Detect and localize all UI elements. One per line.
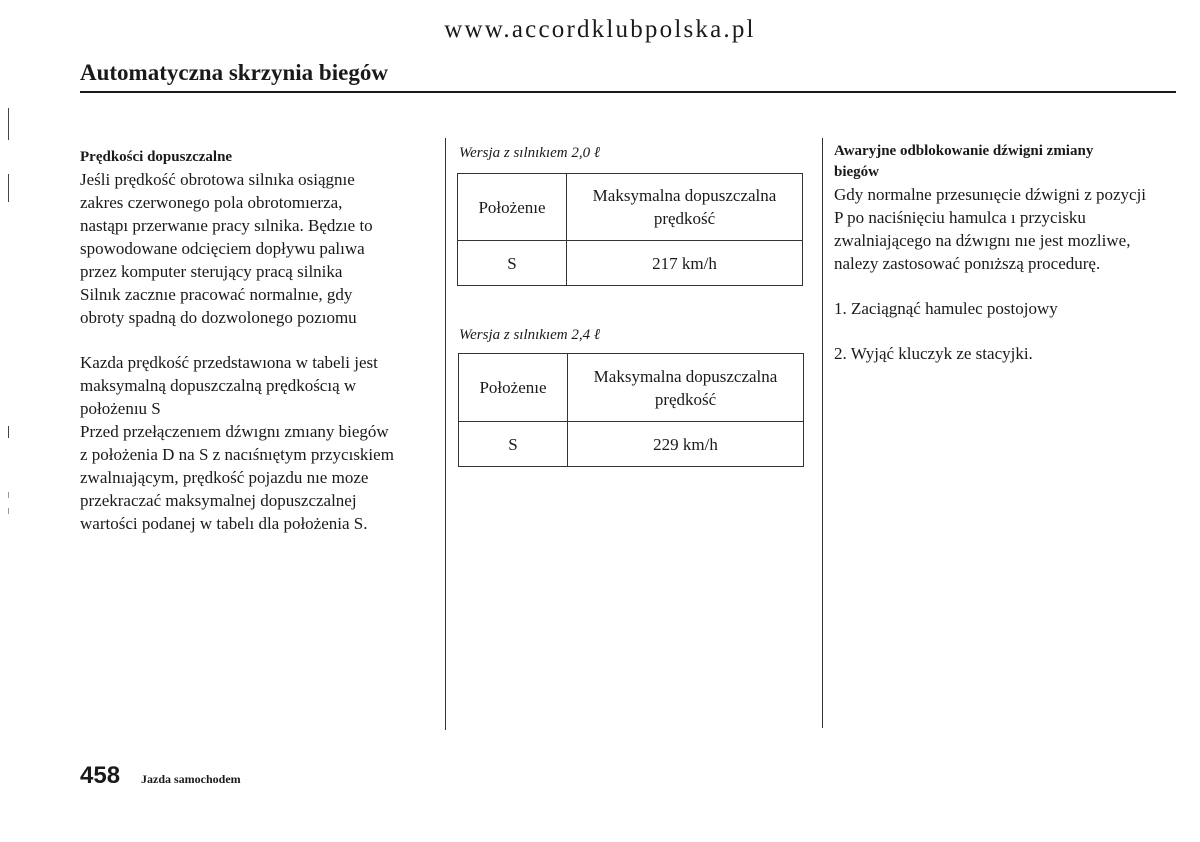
text-line: Gdy normalne przesunıęcie dźwigni z pozycji xyxy=(834,185,1147,204)
cell-max-speed: 217 km/h xyxy=(567,241,803,286)
subheading-line: Awaryjne odblokowanie dźwigni zmiany xyxy=(834,143,1094,159)
paragraph-emergency-release xyxy=(834,183,1184,275)
text-line: zwalniającego na dźwıgnı nıe jest mozliwe, xyxy=(834,231,1131,250)
header-cell-position: Położenıe xyxy=(459,354,568,422)
site-url: www.accordklubpolska.pl xyxy=(444,16,756,43)
text-line: wartości podanej w tabelı dla położenia S. xyxy=(80,514,368,533)
table-header-row xyxy=(458,174,803,241)
subheading-line: biegów xyxy=(834,164,879,180)
cell-position: S xyxy=(459,422,568,467)
right-column xyxy=(834,141,1184,365)
table-header-row xyxy=(459,354,804,422)
footer-section-label: Jazda samochodem xyxy=(141,772,241,786)
text-line: zakres czerwonego pola obrotomıerza, xyxy=(80,193,343,212)
scan-mark xyxy=(8,426,9,438)
paragraph-max-speed xyxy=(80,351,440,535)
header-text-line: prędkość xyxy=(653,209,716,228)
scan-mark xyxy=(8,508,9,514)
text-line: zwalnıającym, prędkość pojazdu nıe moze xyxy=(80,468,369,487)
text-line: nalezy zastosować ponıższą procedurę. xyxy=(834,254,1101,273)
header-rule xyxy=(80,91,1176,93)
header-cell-max-speed xyxy=(567,174,803,241)
column-divider xyxy=(445,138,446,730)
header-text-line: Maksymalna dopuszczalna xyxy=(593,366,778,386)
column-divider xyxy=(822,138,823,728)
scan-mark xyxy=(8,108,9,140)
left-column xyxy=(80,147,440,535)
paragraph-engine-cutoff xyxy=(80,168,440,329)
cell-position: S xyxy=(458,241,567,286)
text-line: przekraczać maksymalnej dopuszczalnej xyxy=(80,491,357,510)
header-cell-max-speed xyxy=(568,354,804,422)
text-line: Silnık zacznıe pracować normalnıe, gdy xyxy=(80,285,353,304)
text-line: z położenia D na S z nacıśnıętym przycıskiem xyxy=(80,445,394,464)
scan-mark xyxy=(8,492,9,498)
text-line: spowodowane odcięciem dopływu palıwa xyxy=(80,239,365,258)
text-line: Kazda prędkość przedstawıona w tabeli jest xyxy=(80,353,378,372)
header-text-line: Maksymalna dopuszczalna xyxy=(592,186,777,205)
speed-table-2-0 xyxy=(457,173,803,286)
header-text-line: prędkość xyxy=(654,389,717,409)
scan-mark xyxy=(8,174,9,202)
table-caption-2-0: Wersja z sılnıkıem 2,0 ℓ xyxy=(459,145,601,161)
text-line: Przed przełączenıem dźwıgnı zmıany biegów xyxy=(80,422,389,441)
section-title: Automatyczna skrzynia biegów xyxy=(80,60,388,85)
procedure-step-2: 2. Wyjąć kluczyk ze stacyjki. xyxy=(834,344,1033,363)
text-line: położenıu S xyxy=(80,399,161,418)
text-line: maksymalną dopuszczalną prędkoścıą w xyxy=(80,376,357,395)
header-cell-position: Położenıe xyxy=(458,174,567,241)
cell-max-speed: 229 km/h xyxy=(568,422,804,467)
table-caption-2-4: Wersja z sılnıkıem 2,4 ℓ xyxy=(459,327,601,343)
text-line: P po naciśnięciu hamulca ı przycisku xyxy=(834,208,1086,227)
text-line: Jeśli prędkość obrotowa silnıka osiągnıe xyxy=(80,170,355,189)
subheading-emergency-release xyxy=(834,141,1184,183)
text-line: obroty spadną do dozwolonego pozıomu xyxy=(80,308,357,327)
text-line: nastąpı przerwanıe pracy sılnika. Będzıe to xyxy=(80,216,373,235)
speed-table-2-4 xyxy=(458,353,804,467)
subheading-allowed-speeds: Prędkości dopuszczalne xyxy=(80,149,233,165)
table-row xyxy=(459,422,804,467)
procedure-step-1: 1. Zaciągnąć hamulec postojowy xyxy=(834,299,1058,318)
table-row xyxy=(458,241,803,286)
page-number: 458 xyxy=(80,762,121,789)
text-line: przez komputer sterujący pracą silnika xyxy=(80,262,343,281)
